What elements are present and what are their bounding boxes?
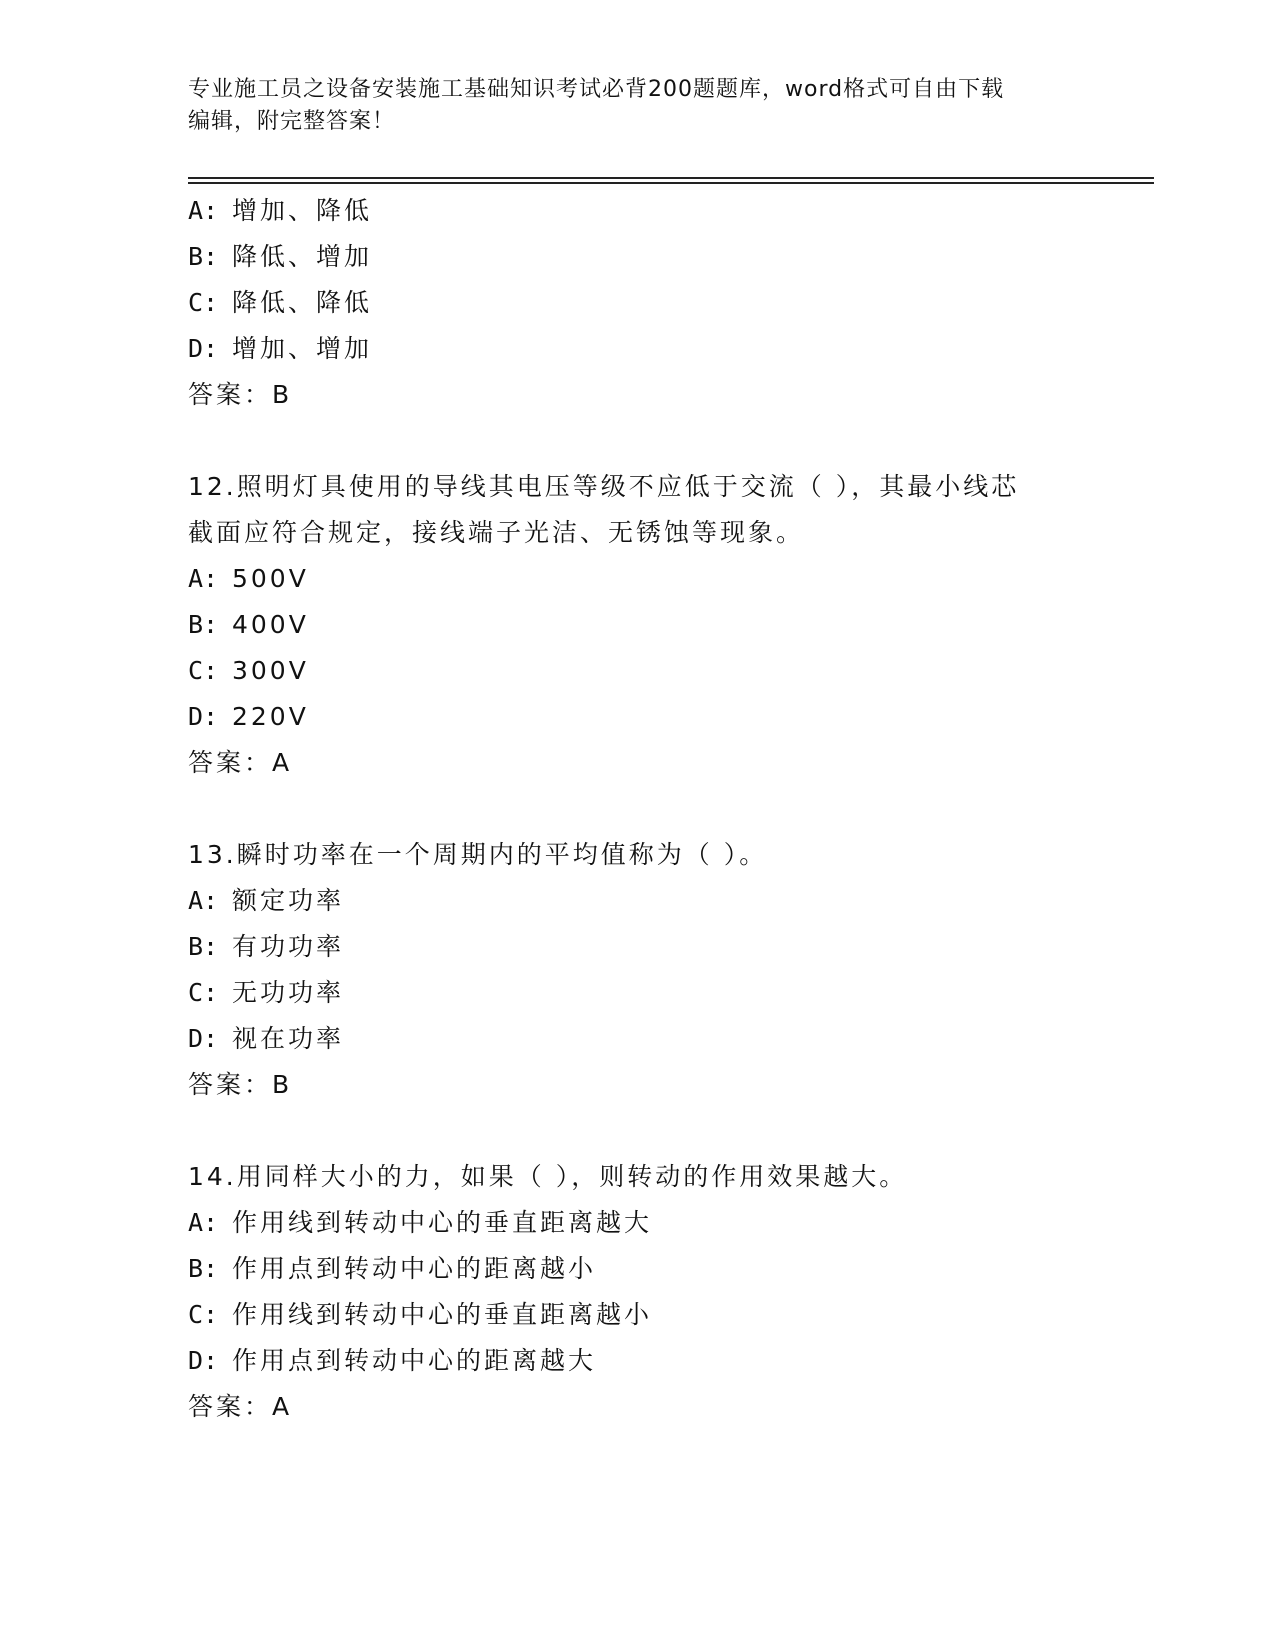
option-text: 500V bbox=[232, 564, 309, 593]
option-a bbox=[188, 878, 1128, 924]
option-text: 400V bbox=[232, 610, 309, 639]
option-text: 降低、降低 bbox=[232, 288, 373, 317]
page-header bbox=[188, 74, 1088, 138]
question-stem-line-1: 12.照明灯具使用的导线其电压等级不应低于交流（ ），其最小线芯 bbox=[188, 472, 1020, 501]
option-c bbox=[188, 970, 1128, 1016]
option-d bbox=[188, 1338, 1128, 1384]
option-text: 作用线到转动中心的垂直距离越小 bbox=[232, 1300, 653, 1329]
answer-line: 答案：B bbox=[188, 1070, 293, 1099]
option-letter: B: bbox=[188, 932, 219, 961]
option-text: 降低、增加 bbox=[232, 242, 373, 271]
option-letter: D: bbox=[188, 1024, 219, 1053]
option-letter: D: bbox=[188, 334, 219, 363]
question-12 bbox=[188, 464, 1128, 786]
option-d bbox=[188, 694, 1128, 740]
option-c bbox=[188, 280, 1128, 326]
question-13 bbox=[188, 832, 1128, 1108]
option-c bbox=[188, 1292, 1128, 1338]
option-text: 作用点到转动中心的距离越大 bbox=[232, 1346, 597, 1375]
header-line-1: 专业施工员之设备安装施工基础知识考试必背200题题库，word格式可自由下载 bbox=[188, 77, 1005, 102]
option-b bbox=[188, 924, 1128, 970]
option-letter: A: bbox=[188, 196, 219, 225]
option-text: 220V bbox=[232, 702, 309, 731]
option-text: 无功功率 bbox=[232, 978, 345, 1007]
header-rule-top bbox=[188, 177, 1154, 179]
header-line-2: 编辑，附完整答案！ bbox=[188, 109, 396, 134]
option-text: 300V bbox=[232, 656, 309, 685]
option-letter: D: bbox=[188, 1346, 219, 1375]
option-c bbox=[188, 648, 1128, 694]
question-stem-line-1: 14.用同样大小的力，如果（ ），则转动的作用效果越大。 bbox=[188, 1162, 908, 1191]
answer-line: 答案：A bbox=[188, 1392, 293, 1421]
option-a bbox=[188, 1200, 1128, 1246]
option-letter: C: bbox=[188, 978, 219, 1007]
option-letter: D: bbox=[188, 702, 219, 731]
option-text: 增加、增加 bbox=[232, 334, 373, 363]
option-b bbox=[188, 602, 1128, 648]
option-a bbox=[188, 188, 1128, 234]
header-rule-bottom bbox=[188, 182, 1154, 184]
answer-line: 答案：A bbox=[188, 748, 293, 777]
option-letter: C: bbox=[188, 288, 219, 317]
option-b bbox=[188, 1246, 1128, 1292]
option-text: 额定功率 bbox=[232, 886, 345, 915]
question-stem-line-2: 截面应符合规定，接线端子光洁、无锈蚀等现象。 bbox=[188, 518, 805, 547]
option-letter: B: bbox=[188, 1254, 219, 1283]
option-letter: C: bbox=[188, 1300, 219, 1329]
option-text: 作用线到转动中心的垂直距离越大 bbox=[232, 1208, 653, 1237]
question-content bbox=[188, 188, 1128, 1430]
option-d bbox=[188, 1016, 1128, 1062]
spacer bbox=[188, 1108, 1128, 1154]
option-letter: A: bbox=[188, 1208, 219, 1237]
option-text: 有功功率 bbox=[232, 932, 345, 961]
option-b bbox=[188, 234, 1128, 280]
option-letter: A: bbox=[188, 564, 219, 593]
spacer bbox=[188, 786, 1128, 832]
option-letter: A: bbox=[188, 886, 219, 915]
option-text: 增加、降低 bbox=[232, 196, 373, 225]
question-stem-line-1: 13.瞬时功率在一个周期内的平均值称为（ ）。 bbox=[188, 840, 768, 869]
option-text: 作用点到转动中心的距离越小 bbox=[232, 1254, 597, 1283]
option-letter: B: bbox=[188, 610, 219, 639]
question-11-continuation bbox=[188, 188, 1128, 418]
question-14 bbox=[188, 1154, 1128, 1430]
option-d bbox=[188, 326, 1128, 372]
option-letter: B: bbox=[188, 242, 219, 271]
option-letter: C: bbox=[188, 656, 219, 685]
option-a bbox=[188, 556, 1128, 602]
answer-line: 答案：B bbox=[188, 380, 293, 409]
spacer bbox=[188, 418, 1128, 464]
option-text: 视在功率 bbox=[232, 1024, 345, 1053]
